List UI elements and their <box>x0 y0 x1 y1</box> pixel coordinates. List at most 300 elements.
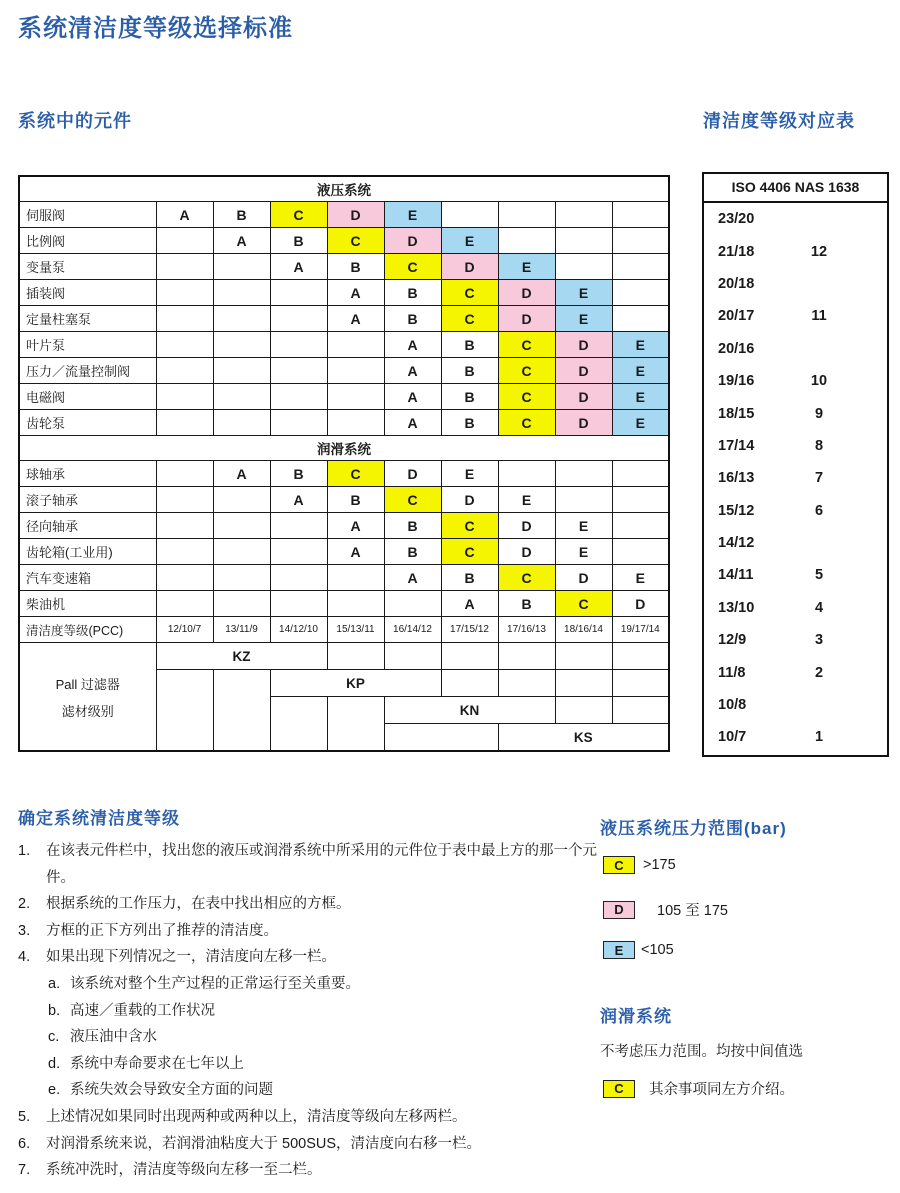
grade-letter-cell: A <box>213 228 270 254</box>
empty-cell <box>327 697 384 752</box>
grade-letter-cell: E <box>612 384 669 410</box>
grade-letter-cell: A <box>384 565 441 591</box>
empty-cell <box>612 539 669 565</box>
grade-letter-cell: E <box>498 487 555 513</box>
iso-nas-row <box>704 397 887 429</box>
iso-nas-row <box>704 689 887 721</box>
grade-letter-cell: D <box>441 487 498 513</box>
empty-cell <box>612 228 669 254</box>
instruction-text: 系统中寿命要求在七年以上 <box>70 1055 244 1072</box>
empty-cell <box>327 643 384 670</box>
empty-cell <box>156 670 213 752</box>
iso-code: 23/20 <box>718 211 755 228</box>
instruction-number: 4. <box>18 949 31 966</box>
grade-letter-cell: B <box>441 410 498 436</box>
component-row <box>19 539 669 565</box>
grade-letter-cell: A <box>384 358 441 384</box>
component-row-label: 比例阀 <box>19 228 156 254</box>
grade-letter-cell: D <box>555 410 612 436</box>
instruction-number: 2. <box>18 896 31 913</box>
instruction-number: c. <box>48 1029 60 1046</box>
empty-cell <box>612 202 669 228</box>
empty-cell <box>213 306 270 332</box>
legend-row-d <box>603 899 728 920</box>
empty-cell <box>327 410 384 436</box>
component-row <box>19 384 669 410</box>
pcc-value-cell: 17/16/13 <box>498 617 555 643</box>
page-title: 系统清洁度等级选择标准 <box>18 15 293 42</box>
grade-letter-cell: C <box>498 410 555 436</box>
empty-cell <box>612 513 669 539</box>
grade-letter-cell: B <box>441 332 498 358</box>
nas-code: 3 <box>814 632 824 649</box>
empty-cell <box>213 358 270 384</box>
grade-letter-cell: D <box>498 280 555 306</box>
iso-nas-row <box>704 656 887 688</box>
iso-code: 10/7 <box>718 729 747 746</box>
instruction-number: a. <box>48 975 61 992</box>
grade-letter-cell: C <box>498 384 555 410</box>
empty-cell <box>498 228 555 254</box>
legend-color-box-e: E <box>603 941 635 959</box>
iso-code: 19/16 <box>718 373 755 390</box>
instruction-number: 7. <box>18 1162 31 1179</box>
grade-letter-cell: C <box>270 202 327 228</box>
component-row <box>19 487 669 513</box>
legend-color-box-d: D <box>603 901 635 919</box>
instruction-item <box>18 918 598 945</box>
empty-cell <box>612 697 669 724</box>
empty-cell <box>213 539 270 565</box>
pcc-value-cell: 14/12/10 <box>270 617 327 643</box>
component-row-label: 径向轴承 <box>19 513 156 539</box>
empty-cell <box>555 487 612 513</box>
legend-row-e <box>603 941 674 959</box>
grade-letter-cell: D <box>327 202 384 228</box>
components-heading: 系统中的元件 <box>18 111 132 131</box>
grade-letter-cell: D <box>498 539 555 565</box>
component-row-label: 电磁阀 <box>19 384 156 410</box>
empty-cell <box>213 513 270 539</box>
grade-letter-cell: C <box>327 461 384 487</box>
iso-nas-row <box>704 721 887 753</box>
empty-cell <box>213 254 270 280</box>
empty-cell <box>612 643 669 670</box>
grade-letter-cell: C <box>441 280 498 306</box>
filter-label-line1: Pall 过滤器 <box>55 676 120 692</box>
grade-letter-cell: D <box>498 306 555 332</box>
component-grid-table <box>18 175 670 752</box>
empty-cell <box>156 228 213 254</box>
instructions-heading: 确定系统清洁度等级 <box>18 809 180 828</box>
instruction-text: 对润滑系统来说，若润滑油粘度大于 500SUS，清洁度向右移一栏。 <box>46 1135 482 1152</box>
grade-letter-cell: E <box>612 565 669 591</box>
iso-nas-row <box>704 462 887 494</box>
grade-letter-cell: E <box>384 202 441 228</box>
grade-letter-cell: B <box>384 539 441 565</box>
instruction-text: 高速／重载的工作状况 <box>70 1002 215 1019</box>
pressure-range-heading: 液压系统压力范围(bar) <box>600 819 787 838</box>
component-row-label: 定量柱塞泵 <box>19 306 156 332</box>
empty-cell <box>498 643 555 670</box>
grade-letter-cell: C <box>498 565 555 591</box>
iso-code: 12/9 <box>718 632 747 649</box>
iso-nas-row <box>704 235 887 267</box>
lubrication-heading: 润滑系统 <box>600 1007 672 1026</box>
filter-media-label <box>19 643 156 752</box>
iso-code: 16/13 <box>718 470 755 487</box>
empty-cell <box>384 591 441 617</box>
lubrication-note: 不考虑压力范围。均按中间值选 <box>600 1044 803 1060</box>
empty-cell <box>156 384 213 410</box>
grade-letter-cell: A <box>384 384 441 410</box>
nas-code: 2 <box>814 664 824 681</box>
empty-cell <box>498 461 555 487</box>
legend-row-c <box>603 1078 794 1099</box>
empty-cell <box>270 306 327 332</box>
instruction-subitem <box>18 1051 598 1078</box>
iso-code: 10/8 <box>718 697 747 714</box>
instruction-subitem <box>18 998 598 1025</box>
component-row <box>19 228 669 254</box>
nas-code: 6 <box>814 502 824 519</box>
iso-nas-row <box>704 559 887 591</box>
component-row-label: 球轴承 <box>19 461 156 487</box>
component-row-label: 压力／流量控制阀 <box>19 358 156 384</box>
empty-cell <box>213 332 270 358</box>
nas-code: 7 <box>814 470 824 487</box>
component-row <box>19 332 669 358</box>
pcc-value-cell: 12/10/7 <box>156 617 213 643</box>
empty-cell <box>327 591 384 617</box>
empty-cell <box>612 461 669 487</box>
instruction-item <box>18 1131 598 1158</box>
grade-letter-cell: B <box>498 591 555 617</box>
grade-letter-cell: A <box>441 591 498 617</box>
grade-letter-cell: B <box>270 228 327 254</box>
instruction-number: 6. <box>18 1135 31 1152</box>
grade-letter-cell: D <box>612 591 669 617</box>
instruction-number: 1. <box>18 843 31 859</box>
nas-code: 9 <box>814 405 824 422</box>
iso-nas-row <box>704 624 887 656</box>
component-row-label: 齿轮泵 <box>19 410 156 436</box>
instruction-item <box>18 1157 598 1184</box>
grade-letter-cell: B <box>270 461 327 487</box>
component-row-label: 柴油机 <box>19 591 156 617</box>
component-row-label: 滚子轴承 <box>19 487 156 513</box>
instruction-item <box>18 944 598 971</box>
iso-nas-row <box>704 495 887 527</box>
legend-label: >175 <box>643 857 676 873</box>
iso-code: 17/14 <box>718 437 755 454</box>
empty-cell <box>555 697 612 724</box>
empty-cell <box>441 202 498 228</box>
legend-label: 其余事项同左方介绍。 <box>649 1082 794 1098</box>
grade-letter-cell: A <box>270 487 327 513</box>
empty-cell <box>555 254 612 280</box>
grade-letter-cell: C <box>327 228 384 254</box>
legend-color-box-c: C <box>603 856 635 874</box>
nas-code: 8 <box>814 437 824 454</box>
empty-cell <box>270 332 327 358</box>
empty-cell <box>213 487 270 513</box>
instruction-subitem <box>18 1077 598 1104</box>
empty-cell <box>270 280 327 306</box>
empty-cell <box>156 280 213 306</box>
empty-cell <box>327 332 384 358</box>
instruction-subitem <box>18 1024 598 1051</box>
empty-cell <box>213 280 270 306</box>
empty-cell <box>327 358 384 384</box>
legend-label: 105 至 175 <box>657 903 728 919</box>
component-row <box>19 306 669 332</box>
empty-cell <box>555 228 612 254</box>
grade-letter-cell: E <box>555 539 612 565</box>
grade-letter-cell: A <box>156 202 213 228</box>
iso-code: 20/17 <box>718 308 755 325</box>
iso-code: 20/18 <box>718 275 755 292</box>
instruction-text: 系统冲洗时，清洁度等级向左移一至二栏。 <box>46 1162 322 1179</box>
component-row-label: 伺服阀 <box>19 202 156 228</box>
instruction-text: 液压油中含水 <box>70 1029 157 1046</box>
grade-letter-cell: E <box>612 358 669 384</box>
grade-letter-cell: A <box>270 254 327 280</box>
empty-cell <box>270 591 327 617</box>
grade-letter-cell: E <box>555 306 612 332</box>
grade-letter-cell: A <box>327 280 384 306</box>
grade-letter-cell: D <box>555 332 612 358</box>
instruction-item <box>18 1104 598 1131</box>
grade-letter-cell: C <box>384 254 441 280</box>
legend-color-box-c: C <box>603 1080 635 1098</box>
grade-letter-cell: C <box>441 513 498 539</box>
empty-cell <box>156 410 213 436</box>
instruction-subitem <box>18 971 598 998</box>
empty-cell <box>270 358 327 384</box>
grade-letter-cell: C <box>384 487 441 513</box>
grade-letter-cell: D <box>555 565 612 591</box>
nas-code: 12 <box>810 243 828 260</box>
grade-letter-cell: B <box>213 202 270 228</box>
empty-cell <box>498 202 555 228</box>
iso-code: 11/8 <box>718 664 746 681</box>
iso-code: 14/11 <box>718 567 754 584</box>
iso-code: 15/12 <box>718 502 755 519</box>
empty-cell <box>555 461 612 487</box>
grade-letter-cell: E <box>441 461 498 487</box>
component-row <box>19 410 669 436</box>
grade-letter-cell: C <box>555 591 612 617</box>
empty-cell <box>441 643 498 670</box>
empty-cell <box>327 384 384 410</box>
grade-letter-cell: D <box>498 513 555 539</box>
empty-cell <box>612 487 669 513</box>
iso-code: 14/12 <box>718 535 755 552</box>
empty-cell <box>156 254 213 280</box>
empty-cell <box>156 539 213 565</box>
filter-grade-cell-kp: KP <box>270 670 441 697</box>
empty-cell <box>270 697 327 752</box>
empty-cell <box>213 384 270 410</box>
empty-cell <box>156 306 213 332</box>
grade-letter-cell: B <box>327 254 384 280</box>
component-row <box>19 358 669 384</box>
empty-cell <box>384 724 498 752</box>
component-row <box>19 202 669 228</box>
grade-letter-cell: A <box>384 332 441 358</box>
empty-cell <box>270 410 327 436</box>
nas-code: 4 <box>814 599 824 616</box>
component-row <box>19 565 669 591</box>
grade-letter-cell: B <box>441 565 498 591</box>
empty-cell <box>441 670 498 697</box>
grade-letter-cell: A <box>327 513 384 539</box>
instruction-text: 方框的正下方列出了推荐的清洁度。 <box>46 922 278 939</box>
grade-letter-cell: E <box>498 254 555 280</box>
filter-grade-cell-ks: KS <box>498 724 669 752</box>
iso-nas-table <box>702 172 889 757</box>
empty-cell <box>612 280 669 306</box>
empty-cell <box>156 565 213 591</box>
grade-letter-cell: B <box>327 487 384 513</box>
legend-row-c <box>603 856 676 874</box>
empty-cell <box>213 410 270 436</box>
grade-letter-cell: E <box>612 332 669 358</box>
component-row <box>19 513 669 539</box>
pcc-value-cell: 18/16/14 <box>555 617 612 643</box>
instruction-number: e. <box>48 1082 61 1099</box>
component-row <box>19 254 669 280</box>
empty-cell <box>270 384 327 410</box>
iso-nas-rows <box>704 203 887 754</box>
grade-letter-cell: A <box>327 306 384 332</box>
grade-letter-cell: C <box>441 306 498 332</box>
component-row <box>19 591 669 617</box>
grade-letter-cell: E <box>555 280 612 306</box>
empty-cell <box>156 591 213 617</box>
pcc-value-cell: 19/17/14 <box>612 617 669 643</box>
section-header-hydraulic: 液压系统 <box>19 176 669 202</box>
empty-cell <box>555 670 612 697</box>
instruction-number: 5. <box>18 1108 31 1125</box>
grade-letter-cell: A <box>213 461 270 487</box>
empty-cell <box>270 513 327 539</box>
nas-code: 5 <box>814 567 824 584</box>
grade-letter-cell: D <box>441 254 498 280</box>
instruction-item <box>18 838 598 891</box>
grade-letter-cell: A <box>384 410 441 436</box>
iso-nas-row <box>704 203 887 235</box>
empty-cell <box>213 670 270 752</box>
filter-label-line2: 滤材级别 <box>61 703 114 719</box>
iso-code: 18/15 <box>718 405 755 422</box>
nas-code: 11 <box>811 308 827 325</box>
instruction-number: d. <box>48 1055 61 1072</box>
instruction-text: 该系统对整个生产过程的正常运行至关重要。 <box>70 975 360 992</box>
iso-correspondence-heading: 清洁度等级对应表 <box>703 111 855 131</box>
grade-letter-cell: B <box>384 306 441 332</box>
legend-label: <105 <box>641 942 674 958</box>
empty-cell <box>555 202 612 228</box>
iso-code: 21/18 <box>718 243 755 260</box>
grade-letter-cell: D <box>555 358 612 384</box>
instruction-text: 根据系统的工作压力，在表中找出相应的方框。 <box>46 896 351 913</box>
grade-letter-cell: B <box>441 384 498 410</box>
component-row-label: 叶片泵 <box>19 332 156 358</box>
component-row-label: 变量泵 <box>19 254 156 280</box>
instruction-number: 3. <box>18 922 31 939</box>
filter-grade-cell-kn: KN <box>384 697 555 724</box>
empty-cell <box>156 487 213 513</box>
component-row-label: 齿轮箱(工业用) <box>19 539 156 565</box>
iso-nas-header: ISO 4406 NAS 1638 <box>704 174 887 203</box>
section-header-lubrication: 润滑系统 <box>19 436 669 461</box>
instruction-number: b. <box>48 1002 61 1019</box>
component-row-label: 汽车变速箱 <box>19 565 156 591</box>
grade-letter-cell: B <box>384 513 441 539</box>
empty-cell <box>555 643 612 670</box>
iso-code: 13/10 <box>718 599 755 616</box>
grade-letter-cell: E <box>555 513 612 539</box>
empty-cell <box>612 670 669 697</box>
pcc-value-cell: 13/11/9 <box>213 617 270 643</box>
filter-grade-cell-kz: KZ <box>156 643 327 670</box>
grade-letter-cell: A <box>327 539 384 565</box>
iso-nas-row <box>704 268 887 300</box>
nas-code: 10 <box>810 373 828 390</box>
instructions-list <box>18 838 598 1184</box>
grade-letter-cell: D <box>384 228 441 254</box>
pcc-value-cell: 15/13/11 <box>327 617 384 643</box>
empty-cell <box>156 358 213 384</box>
component-row <box>19 280 669 306</box>
iso-code: 20/16 <box>718 340 755 357</box>
grade-letter-cell: D <box>384 461 441 487</box>
pcc-row-label: 清洁度等级(PCC) <box>19 617 156 643</box>
empty-cell <box>156 461 213 487</box>
pcc-value-cell: 17/15/12 <box>441 617 498 643</box>
grade-letter-cell: B <box>384 280 441 306</box>
grade-letter-cell: B <box>441 358 498 384</box>
iso-nas-row <box>704 333 887 365</box>
empty-cell <box>498 670 555 697</box>
instructions-section <box>18 804 598 1184</box>
iso-nas-row <box>704 592 887 624</box>
grade-letter-cell: C <box>498 358 555 384</box>
iso-nas-row <box>704 430 887 462</box>
pcc-value-cell: 16/14/12 <box>384 617 441 643</box>
legend-section <box>600 814 896 1114</box>
empty-cell <box>156 513 213 539</box>
iso-nas-row <box>704 527 887 559</box>
grade-letter-cell: D <box>555 384 612 410</box>
instruction-item <box>18 891 598 918</box>
grade-letter-cell: E <box>612 410 669 436</box>
empty-cell <box>213 565 270 591</box>
grade-letter-cell: C <box>498 332 555 358</box>
empty-cell <box>384 643 441 670</box>
empty-cell <box>270 565 327 591</box>
iso-nas-row <box>704 365 887 397</box>
empty-cell <box>612 306 669 332</box>
component-row <box>19 461 669 487</box>
nas-code: 1 <box>814 729 824 746</box>
grade-letter-cell: E <box>441 228 498 254</box>
empty-cell <box>270 539 327 565</box>
empty-cell <box>612 254 669 280</box>
empty-cell <box>327 565 384 591</box>
